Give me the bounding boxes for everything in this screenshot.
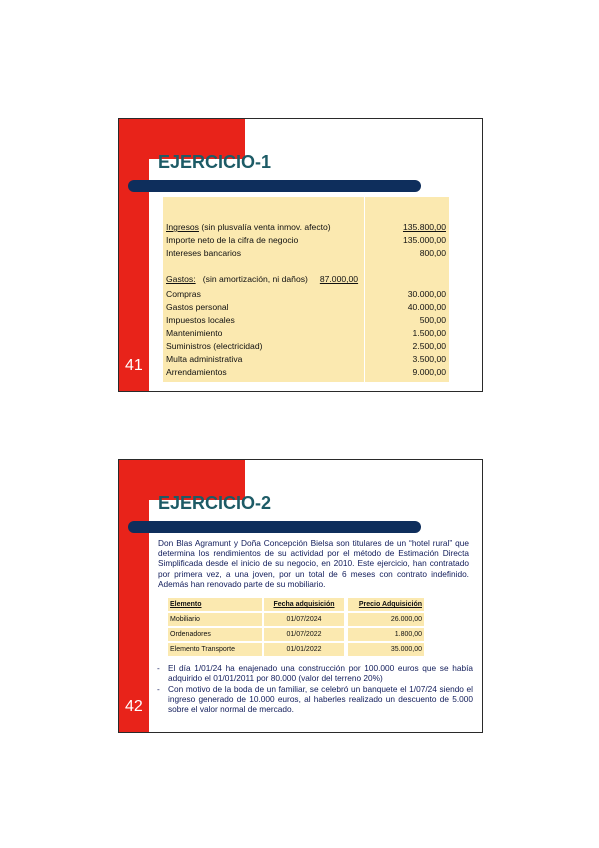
table-cell: Elemento Transporte	[168, 643, 262, 656]
table-row	[166, 235, 446, 247]
row-value: 9.000,00	[412, 367, 446, 377]
row-label: Impuestos locales	[166, 315, 235, 325]
ingresos-label: Ingresos	[166, 222, 199, 232]
row-value: 30.000,00	[407, 289, 446, 299]
table-cell: 01/07/2024	[264, 613, 344, 626]
bullet-marker: -	[157, 663, 160, 673]
bullet-item	[157, 684, 473, 715]
table-row	[168, 628, 424, 641]
gastos-note: (sin amortización, ni daños)	[202, 274, 308, 284]
row-label: Multa administrativa	[166, 354, 243, 364]
row-label: Mantenimiento	[166, 328, 223, 338]
table-row	[168, 643, 424, 656]
table-header-row	[168, 598, 424, 611]
table-row	[166, 367, 446, 379]
table-row	[166, 341, 446, 353]
slide-title: EJERCICIO-2	[158, 493, 272, 513]
row-value: 800,00	[419, 248, 446, 258]
table-cell: 01/07/2022	[264, 628, 344, 641]
table-cell: 35.000,00	[348, 643, 424, 656]
table-row	[168, 613, 424, 626]
bullet-text: El día 1/01/24 ha enajenado una construcción por 100.000 euros que se había adquirido el 01/01/2011 por 80.000 (valor del terreno 20%)	[168, 663, 473, 684]
bullet-text: Con motivo de la boda de un familiar, se celebró un banquete el 1/07/24 siendo el ingreso generado de 10.000 euros, al haberles realizado un descuento de 5.000 sobre el valor normal de mercado.	[168, 684, 473, 715]
ingresos-note: (sin plusvalía venta inmov. afecto)	[201, 222, 331, 232]
table-row	[166, 289, 446, 301]
row-label: Intereses bancarios	[166, 248, 241, 258]
table-cell: 01/01/2022	[264, 643, 344, 656]
income-expense-table	[163, 197, 449, 382]
table-cell: Mobiliario	[168, 613, 262, 626]
table-row	[166, 302, 446, 314]
title-underline-bar	[128, 180, 421, 192]
row-value: 1.500,00	[412, 328, 446, 338]
slide-number: 42	[125, 698, 143, 715]
row-label: Compras	[166, 289, 201, 299]
gastos-total: 87.000,00	[319, 274, 359, 284]
table-row	[166, 354, 446, 366]
bullet-marker: -	[157, 684, 160, 694]
slide-title: EJERCICIO-1	[158, 152, 272, 172]
bullet-item	[157, 663, 473, 683]
row-value: 135.000,00	[402, 235, 446, 245]
exercise-statement: Don Blas Agramunt y Doña Concepción Bielsa son titulares de un “hotel rural” que determina los rendimientos de su actividad por el método de Estimación Directa Simplificada desde el inicio de su negocio, en 2010. Este ejercicio, han contratado por primera vez, a una joven, por un total de 6 meses con contrato indefinido. Además han renovado parte de su mobiliario.	[158, 538, 469, 589]
table-row	[166, 248, 446, 260]
table-cell: 1.800,00	[348, 628, 424, 641]
table-row	[166, 315, 446, 327]
title-underline-bar	[128, 521, 421, 533]
row-value: 2.500,00	[412, 341, 446, 351]
table-cell: 26.000,00	[348, 613, 424, 626]
row-label: Gastos personal	[166, 302, 229, 312]
red-side-band	[119, 460, 149, 732]
column-header: Elemento	[168, 598, 262, 611]
row-label: Suministros (electricidad)	[166, 341, 263, 351]
gastos-label: Gastos:	[166, 274, 196, 284]
slide-41	[118, 118, 483, 392]
asset-table	[168, 598, 424, 658]
column-header: Fecha adquisición	[264, 598, 344, 611]
red-side-band	[119, 119, 149, 391]
table-cell: Ordenadores	[168, 628, 262, 641]
row-label: Importe neto de la cifra de negocio	[166, 235, 299, 245]
ingresos-total: 135.800,00	[402, 222, 446, 232]
slide-42	[118, 459, 483, 733]
table-row	[166, 328, 446, 340]
row-value: 500,00	[419, 315, 446, 325]
gastos-row	[166, 274, 446, 286]
row-label: Arrendamientos	[166, 367, 227, 377]
column-header: Precio Adquisición	[348, 598, 424, 611]
slide-number: 41	[125, 357, 143, 374]
row-value: 3.500,00	[412, 354, 446, 364]
ingresos-row	[166, 222, 446, 234]
row-value: 40.000,00	[407, 302, 446, 312]
